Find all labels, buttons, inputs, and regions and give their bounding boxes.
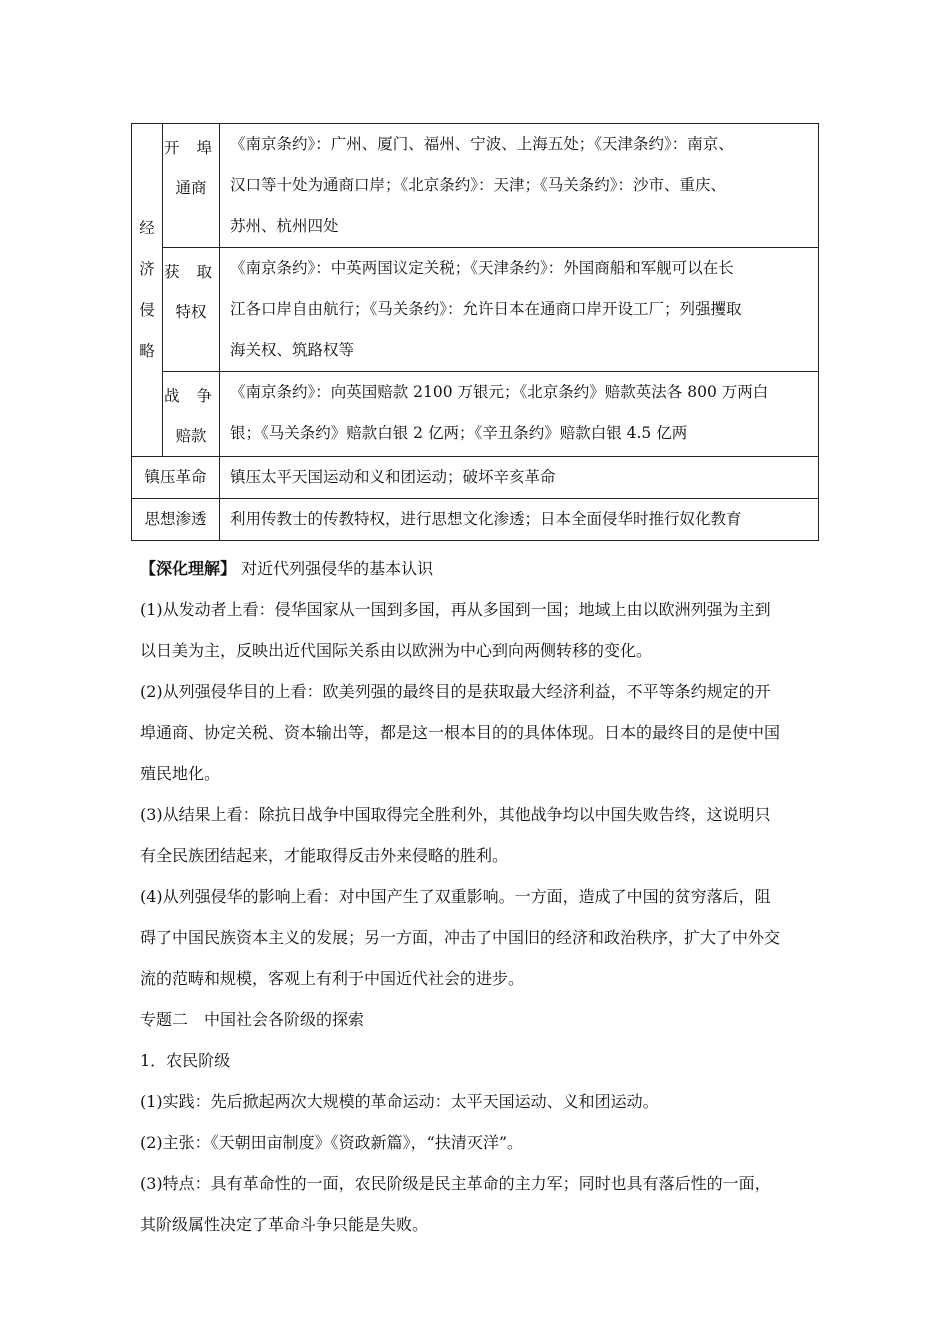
paragraph-line: 流的范畴和规模，客观上有利于中国近代社会的进步。 — [140, 969, 525, 988]
row-label: 镇压革命 — [132, 457, 220, 499]
paragraph-line: 以日美为主，反映出近代国际关系由以欧洲为中心到向两侧转移的变化。 — [140, 641, 653, 660]
paragraph-line: 有全民族团结起来，才能取得反击外来侵略的胜利。 — [140, 846, 509, 865]
category-char: 侵 — [139, 301, 155, 319]
paragraph-line: (4)从列强侵华的影响上看：对中国产生了双重影响。一方面，造成了中国的贫穷落后，阻 — [140, 887, 771, 906]
content-cell — [220, 124, 819, 248]
paragraph-line: (3)从结果上看：除抗日战争中国取得完全胜利外，其他战争均以中国失败告终，这说明只 — [140, 805, 771, 824]
content-line: 汉口等十处为通商口岸；《北京条约》：天津；《马关条约》：沙市、重庆、 — [230, 176, 727, 194]
paragraph-line: (2)从列强侵华目的上看：欧美列强的最终目的是获取最大经济利益，不平等条约规定的开 — [140, 682, 771, 701]
paragraph-line: (2)主张：《天朝田亩制度》《资政新篇》，“扶清灭洋”。 — [140, 1133, 524, 1152]
subcategory-label: 通商 — [175, 179, 207, 197]
paragraph-line: (1)实践：先后掀起两次大规模的革命运动：太平天国运动、义和团运动。 — [140, 1092, 659, 1111]
deepen-section — [140, 548, 812, 1245]
content-cell — [220, 248, 819, 372]
content-line: 海关权、筑路权等 — [230, 341, 355, 359]
subcategory-label: 战 争 — [164, 387, 218, 405]
category-char: 略 — [139, 342, 155, 360]
paragraph-line: 殖民地化。 — [140, 764, 221, 783]
paragraph-line: 其阶级属性决定了革命斗争只能是失败。 — [140, 1215, 429, 1234]
table-row — [132, 457, 819, 499]
category-char: 经 — [139, 219, 155, 237]
deepen-heading — [140, 548, 812, 589]
category-econ-cell — [132, 124, 163, 457]
content-line: 《南京条约》：中英两国议定关税；《天津条约》：外国商船和军舰可以在长 — [230, 259, 734, 277]
subcategory-cell — [163, 124, 220, 248]
subcategory-label: 赔款 — [175, 427, 207, 445]
subcategory-label: 开 埠 — [164, 139, 218, 157]
table-row — [132, 124, 819, 248]
row-label: 思想渗透 — [132, 499, 220, 541]
topic-title: 专题二 中国社会各阶级的探索 — [140, 1010, 365, 1029]
invasion-table — [131, 123, 819, 541]
content-cell: 镇压太平天国运动和义和团运动；破坏辛亥革命 — [220, 457, 819, 499]
table-row — [132, 248, 819, 372]
content-line: 苏州、杭州四处 — [230, 217, 339, 235]
deepen-title: 对近代列强侵华的基本认识 — [236, 559, 434, 578]
content-line: 《南京条约》：向英国赔款 2100 万银元；《北京条约》赔款英法各 800 万两白 — [230, 383, 769, 401]
table-row — [132, 372, 819, 457]
paragraph-line: 碍了中国民族资本主义的发展；另一方面，冲击了中国旧的经济和政治秩序，扩大了中外交 — [140, 928, 781, 947]
section-heading: 1．农民阶级 — [140, 1051, 231, 1070]
paragraph-line: (3)特点：具有革命性的一面，农民阶级是民主革命的主力军；同时也具有落后性的一面， — [140, 1174, 771, 1193]
paragraph-line: 埠通商、协定关税、资本输出等，都是这一根本目的的具体体现。日本的最终目的是使中国 — [140, 723, 781, 742]
content-line: 银；《马关条约》赔款白银 2 亿两；《辛丑条约》赔款白银 4.5 亿两 — [230, 424, 688, 442]
content-cell: 利用传教士的传教特权，进行思想文化渗透；日本全面侵华时推行奴化教育 — [220, 499, 819, 541]
subcategory-label: 特权 — [175, 303, 207, 321]
deepen-tag: 【深化理解】 — [140, 559, 237, 578]
paragraph-line: (1)从发动者上看：侵华国家从一国到多国，再从多国到一国；地域上由以欧洲列强为主到 — [140, 600, 771, 619]
content-cell — [220, 372, 819, 457]
category-char: 济 — [139, 260, 155, 278]
content-line: 江各口岸自由航行；《马关条约》：允许日本在通商口岸开设工厂；列强攫取 — [230, 300, 742, 318]
subcategory-label: 获 取 — [164, 263, 218, 281]
table-row — [132, 499, 819, 541]
subcategory-cell — [163, 372, 220, 457]
content-line: 《南京条约》：广州、厦门、福州、宁波、上海五处；《天津条约》：南京、 — [230, 135, 734, 153]
subcategory-cell — [163, 248, 220, 372]
